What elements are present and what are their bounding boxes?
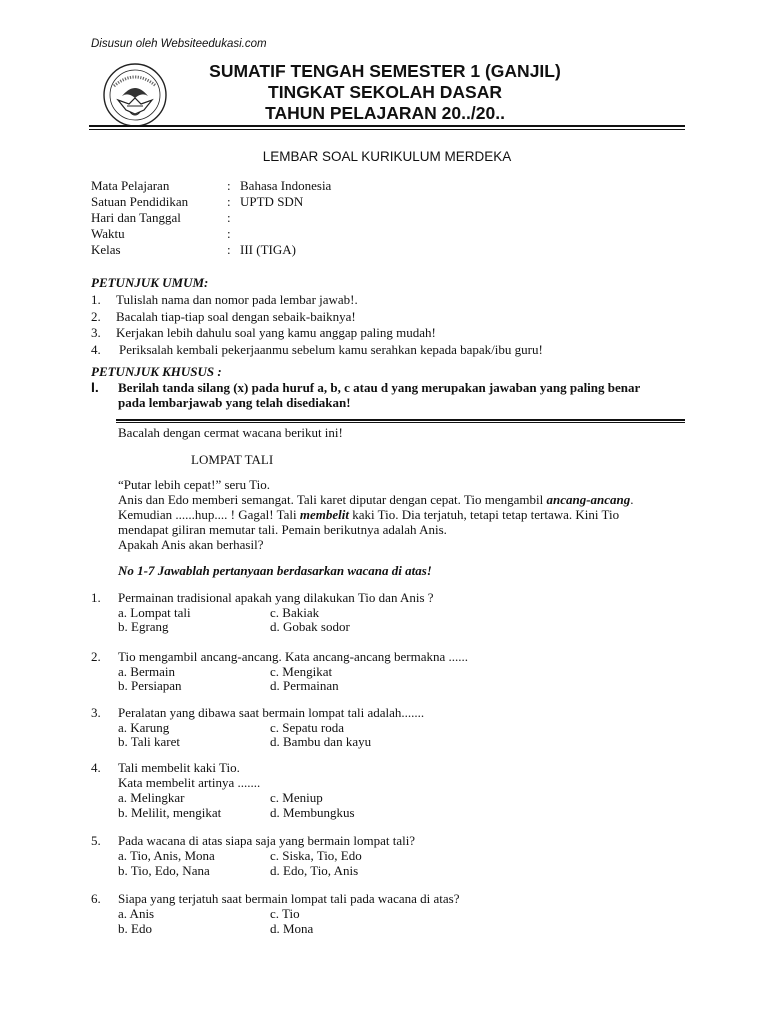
instruction-text: Periksalah kembali pekerjaanmu sebelum kamu serahkan kepada bapak/ibu guru! bbox=[119, 341, 543, 357]
header-level: TINGKAT SEKOLAH DASAR bbox=[268, 82, 502, 102]
option-b[interactable]: b. Tio, Edo, Nana bbox=[118, 863, 210, 878]
question-text-line2: Kata membelit artinya ....... bbox=[118, 775, 261, 790]
question-number: 2. bbox=[91, 649, 101, 664]
option-d[interactable]: d. Mona bbox=[270, 921, 314, 936]
option-b[interactable]: b. Edo bbox=[118, 921, 152, 936]
reading-text: Anis dan Edo memberi semangat. Tali karet diputar dengan cepat. Tio mengambil bbox=[118, 492, 547, 507]
reading-line: mendapat giliran memutar tali. Pemain berikutnya adalah Anis. bbox=[118, 522, 447, 537]
info-row bbox=[91, 194, 304, 210]
info-row bbox=[91, 226, 231, 242]
questions-instruction: No 1-7 Jawablah pertanyaan berdasarkan wacana di atas! bbox=[118, 563, 432, 578]
header-year: TAHUN PELAJARAN 20../20.. bbox=[265, 103, 505, 123]
header-rule-thick bbox=[89, 125, 685, 127]
option-c[interactable]: c. Tio bbox=[270, 906, 300, 921]
info-table bbox=[91, 178, 332, 258]
special-instruction-line1: Berilah tanda silang (x) pada huruf a, b, c atau d yang merupakan jawaban yang paling benar bbox=[118, 380, 641, 395]
instruction-number: 2. bbox=[91, 308, 101, 324]
sheet-subtitle: LEMBAR SOAL KURIKULUM MERDEKA bbox=[262, 149, 512, 164]
reading-text: Kemudian ......hup.... ! Gagal! Tali bbox=[118, 507, 300, 522]
option-b[interactable]: b. Egrang bbox=[118, 619, 169, 634]
header-rule-thin bbox=[89, 129, 685, 130]
question-text: Pada wacana di atas siapa saja yang bermain lompat tali? bbox=[118, 833, 416, 848]
author-credit: Disusun oleh Websiteedukasi.com bbox=[91, 38, 267, 50]
section-rule bbox=[116, 419, 685, 421]
info-colon: : bbox=[227, 194, 231, 209]
question-text: Tali membelit kaki Tio. bbox=[118, 760, 240, 775]
section-rule bbox=[116, 422, 685, 423]
instruction-number: 3. bbox=[91, 325, 101, 340]
option-a[interactable]: a. Lompat tali bbox=[118, 604, 191, 620]
question-text: Permainan tradisional apakah yang dilakukan Tio dan Anis ? bbox=[118, 590, 434, 605]
question-text: Peralatan yang dibawa saat bermain lompat tali adalah....... bbox=[118, 705, 425, 720]
instruction-text: Kerjakan lebih dahulu soal yang kamu anggap paling mudah! bbox=[116, 325, 436, 340]
info-row bbox=[91, 210, 231, 226]
info-colon: : bbox=[227, 242, 231, 257]
option-c[interactable]: c. Mengikat bbox=[270, 663, 333, 679]
option-b[interactable]: b. Melilit, mengikat bbox=[118, 805, 222, 820]
general-instructions-list bbox=[91, 292, 543, 358]
option-b[interactable]: b. Tali karet bbox=[118, 734, 181, 749]
general-instructions-title: PETUNJUK UMUM: bbox=[91, 275, 209, 290]
special-instructions-title: PETUNJUK KHUSUS : bbox=[91, 364, 222, 379]
reading-text: . bbox=[630, 492, 634, 507]
reading-line: Apakah Anis akan berhasil? bbox=[118, 537, 264, 552]
reading-title: LOMPAT TALI bbox=[191, 452, 274, 467]
instruction-text: Bacalah tiap-tiap soal dengan sebaik-baiknya! bbox=[116, 308, 356, 324]
option-d[interactable]: d. Permainan bbox=[270, 678, 339, 693]
option-d[interactable]: d. Gobak sodor bbox=[270, 619, 350, 634]
info-label: Kelas bbox=[91, 242, 121, 257]
instruction-item bbox=[91, 325, 436, 342]
option-c[interactable]: c. Sepatu roda bbox=[270, 719, 345, 735]
special-instruction-line2: pada lembarjawab yang telah disediakan! bbox=[118, 395, 351, 410]
reading-keyword: ancang-ancang bbox=[546, 492, 631, 507]
question-number: 4. bbox=[91, 760, 101, 775]
info-value: Bahasa Indonesia bbox=[240, 178, 332, 193]
option-c[interactable]: c. Bakiak bbox=[270, 604, 320, 620]
question-number: 6. bbox=[91, 891, 101, 906]
reading-keyword: membelit bbox=[299, 507, 350, 522]
header-title: SUMATIF TENGAH SEMESTER 1 (GANJIL) bbox=[209, 61, 561, 81]
option-b[interactable]: b. Persiapan bbox=[118, 678, 182, 693]
info-row bbox=[91, 178, 332, 194]
info-colon: : bbox=[227, 210, 231, 225]
info-colon: : bbox=[227, 178, 231, 193]
reading-line bbox=[118, 492, 634, 508]
reading-text: kaki Tio. Dia terjatuh, tetapi tetap tertawa. Kini Tio bbox=[349, 507, 620, 522]
instruction-item bbox=[91, 292, 358, 309]
option-c[interactable]: c. Meniup bbox=[270, 790, 323, 805]
option-a[interactable]: a. Melingkar bbox=[118, 790, 185, 805]
question-number: 5. bbox=[91, 833, 101, 848]
instruction-number: 1. bbox=[91, 292, 101, 307]
info-label: Satuan Pendidikan bbox=[91, 194, 189, 209]
option-a[interactable]: a. Anis bbox=[118, 906, 155, 921]
option-d[interactable]: d. Edo, Tio, Anis bbox=[270, 863, 359, 878]
instruction-item bbox=[91, 341, 543, 359]
option-a[interactable]: a. Karung bbox=[118, 719, 170, 735]
reading-line bbox=[118, 507, 619, 523]
instruction-number: 4. bbox=[91, 341, 101, 357]
instruction-text: Tulislah nama dan nomor pada lembar jawab!. bbox=[116, 292, 358, 307]
question-text: Tio mengambil ancang-ancang. Kata ancang-ancang bermakna ...... bbox=[118, 649, 469, 664]
info-label: Mata Pelajaran bbox=[91, 178, 170, 193]
info-row bbox=[91, 242, 296, 258]
instruction-item bbox=[91, 308, 356, 326]
info-label: Waktu bbox=[91, 226, 125, 241]
reading-line: “Putar lebih cepat!” seru Tio. bbox=[118, 477, 270, 492]
section-roman-numeral: I. bbox=[91, 379, 99, 395]
info-colon: : bbox=[227, 226, 231, 241]
question-number: 3. bbox=[91, 705, 101, 720]
option-c[interactable]: c. Siska, Tio, Edo bbox=[270, 848, 362, 863]
question-text: Siapa yang terjatuh saat bermain lompat tali pada wacana di atas? bbox=[118, 891, 460, 906]
option-a[interactable]: a. Bermain bbox=[118, 663, 176, 679]
info-value: III (TIGA) bbox=[240, 242, 296, 257]
option-a[interactable]: a. Tio, Anis, Mona bbox=[118, 848, 215, 863]
question-number: 1. bbox=[91, 590, 101, 605]
info-label: Hari dan Tanggal bbox=[91, 210, 181, 225]
option-d[interactable]: d. Bambu dan kayu bbox=[270, 734, 372, 749]
tut-wuri-handayani-logo bbox=[100, 62, 170, 128]
option-d[interactable]: d. Membungkus bbox=[270, 805, 355, 820]
info-value: UPTD SDN bbox=[240, 194, 304, 209]
reading-intro: Bacalah dengan cermat wacana berikut ini! bbox=[118, 425, 343, 440]
